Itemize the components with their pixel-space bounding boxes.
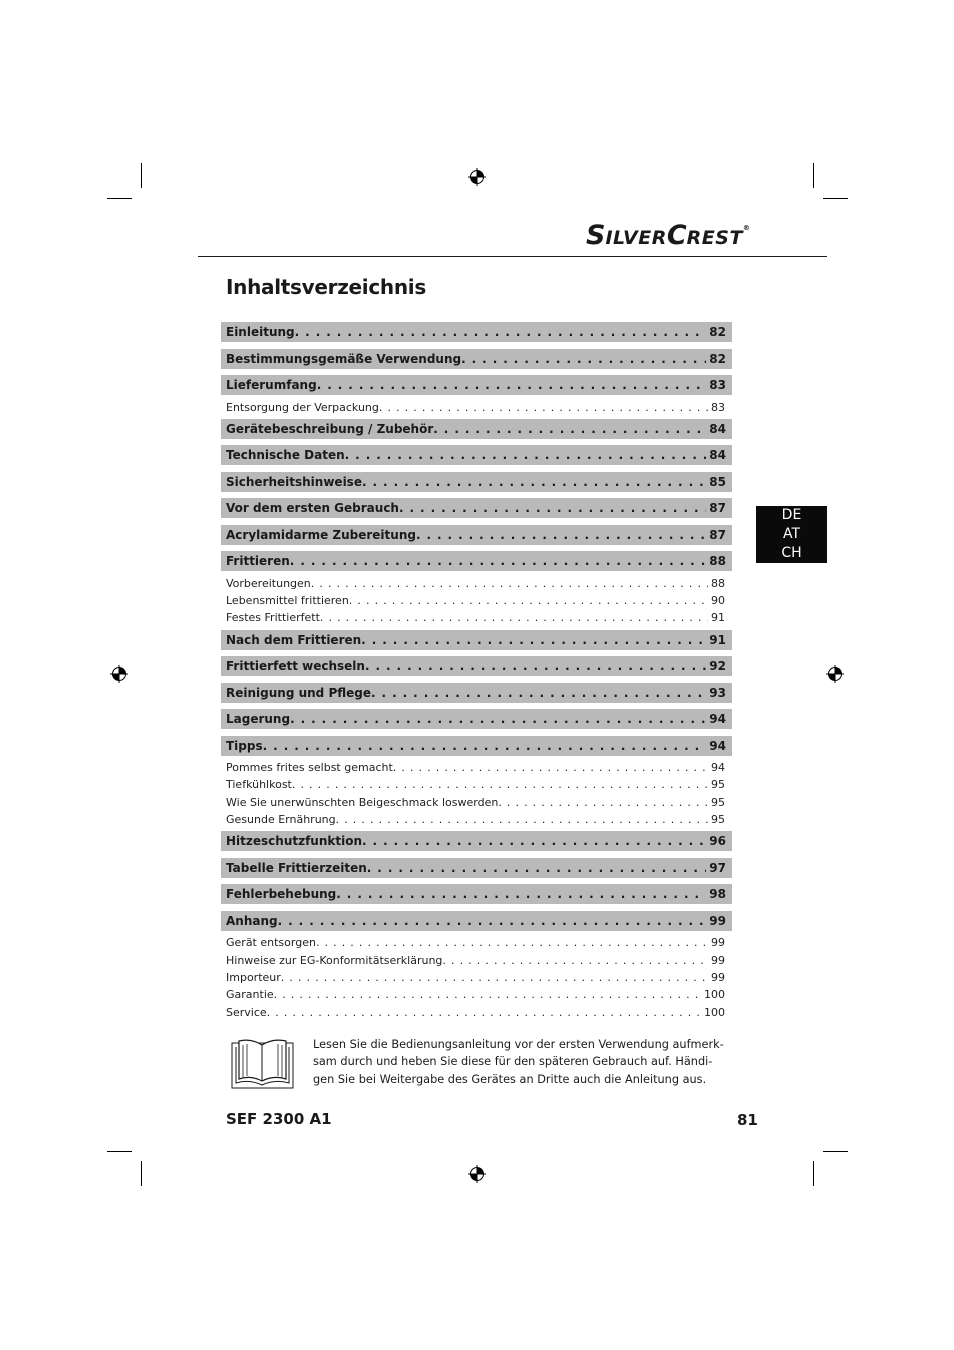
- toc-chapter[interactable]: [221, 630, 732, 650]
- toc-page-number: 98: [709, 887, 726, 902]
- language-tab: [756, 506, 827, 563]
- toc-chapter[interactable]: [221, 349, 732, 369]
- language-code: CH: [781, 545, 802, 561]
- toc-subsection-title: Importeur: [226, 970, 281, 984]
- registration-mark-icon: [826, 665, 844, 683]
- crop-mark: [813, 1161, 814, 1186]
- toc-chapter-title: Technische Daten: [226, 448, 345, 463]
- toc-leader-dots: [336, 811, 708, 828]
- toc-leader-dots: [349, 592, 708, 609]
- toc-subsection-title: Service: [226, 1005, 267, 1019]
- crop-mark: [823, 198, 848, 199]
- toc-chapter-title: Tabelle Frittierzeiten: [226, 860, 367, 875]
- toc-subsection[interactable]: [221, 986, 732, 1003]
- toc-page-number: 93: [709, 685, 726, 700]
- toc-page-number: 90: [711, 594, 725, 608]
- toc-subsection-title: Hinweise zur EG-Konformitätserklärung: [226, 953, 443, 967]
- toc-chapter-title: Einleitung: [226, 325, 295, 339]
- toc-chapter[interactable]: [221, 525, 732, 545]
- toc-subsection[interactable]: [221, 952, 732, 969]
- toc-chapter-title: Frittieren: [226, 554, 290, 569]
- toc-subsection-group: [221, 934, 732, 1020]
- toc-leader-dots: [290, 709, 706, 729]
- toc-chapter[interactable]: [221, 709, 732, 729]
- toc-chapter-title: Hitzeschutzfunktion: [226, 834, 363, 849]
- toc-chapter-title: Fehlerbehebung: [226, 887, 337, 902]
- note-line: gen Sie bei Weitergabe des Gerätes an Dritte auch die Anleitung aus.: [313, 1072, 707, 1086]
- toc-subsection[interactable]: [221, 794, 732, 811]
- toc-chapter[interactable]: [221, 498, 732, 518]
- toc-leader-dots: [278, 911, 707, 931]
- toc-chapter-title: Anhang: [226, 913, 278, 928]
- toc-leader-dots: [295, 322, 707, 342]
- toc-chapter-title: Reinigung und Pflege: [226, 685, 372, 700]
- instruction-note: [313, 1036, 724, 1088]
- toc-chapter-title: Sicherheitshinweise: [226, 474, 362, 489]
- toc-subsection-title: Garantie: [226, 988, 274, 1002]
- toc-leader-dots: [393, 759, 708, 776]
- toc-subsection[interactable]: [221, 592, 732, 609]
- note-line: Lesen Sie die Bedienungsanleitung vor der ersten Verwendung aufmerk-: [313, 1038, 724, 1051]
- toc-leader-dots: [399, 498, 706, 518]
- toc-chapter-title: Lieferumfang: [226, 378, 317, 392]
- toc-page-number: 99: [711, 936, 725, 950]
- header-rule: [198, 256, 827, 257]
- toc-chapter-title: Bestimmungsgemäße Verwendung: [226, 351, 462, 366]
- toc-leader-dots: [433, 419, 706, 439]
- toc-leader-dots: [361, 630, 706, 650]
- brand-letter: C: [666, 220, 687, 251]
- brand-logo: [586, 221, 756, 251]
- toc-page-number: 94: [709, 712, 726, 727]
- crop-mark: [141, 163, 142, 188]
- toc-subsection[interactable]: [221, 1004, 732, 1021]
- toc-subsection-title: Entsorgung der Verpackung: [226, 400, 379, 414]
- open-book-icon: [231, 1037, 294, 1089]
- toc-subsection-title: Pommes frites selbst gemacht: [226, 761, 393, 775]
- toc-subsection-title: Festes Frittierfett: [226, 611, 320, 625]
- toc-leader-dots: [362, 831, 706, 851]
- toc-subsection-title: Gesunde Ernährung: [226, 813, 336, 827]
- toc-leader-dots: [336, 884, 706, 904]
- toc-chapter[interactable]: [221, 322, 732, 342]
- toc-page-number: 94: [709, 738, 726, 753]
- toc-page-number: 96: [709, 834, 726, 849]
- toc-page-number: 88: [711, 576, 725, 590]
- toc-page-number: 99: [709, 913, 726, 928]
- toc-chapter[interactable]: [221, 419, 732, 439]
- toc-page-number: 83: [709, 378, 726, 392]
- toc-leader-dots: [292, 776, 708, 793]
- toc-subsection[interactable]: [221, 399, 732, 416]
- toc-leader-dots: [316, 934, 708, 951]
- toc-leader-dots: [416, 525, 706, 545]
- toc-leader-dots: [442, 952, 708, 969]
- crop-mark: [813, 163, 814, 188]
- toc-leader-dots: [498, 794, 708, 811]
- toc-subsection[interactable]: [221, 776, 732, 793]
- toc-leader-dots: [311, 575, 708, 592]
- toc-page-number: 95: [711, 795, 725, 809]
- toc-page-number: 100: [704, 988, 725, 1002]
- toc-chapter[interactable]: [221, 445, 732, 465]
- toc-subsection-title: Tiefkühlkost: [226, 778, 292, 792]
- toc-page-number: 91: [711, 611, 725, 625]
- toc-page-number: 95: [711, 813, 725, 827]
- registration-mark-icon: [468, 168, 486, 186]
- toc-leader-dots: [365, 656, 706, 676]
- toc-leader-dots: [362, 472, 706, 492]
- toc-chapter-title: Acrylamidarme Zubereitung: [226, 527, 416, 542]
- toc-leader-dots: [317, 375, 707, 395]
- toc-page-number: 99: [711, 970, 725, 984]
- toc-chapter[interactable]: [221, 911, 732, 931]
- toc-subsection-group: [221, 759, 732, 828]
- toc-chapter[interactable]: [221, 736, 732, 756]
- toc-leader-dots: [263, 736, 707, 756]
- toc-page-number: 85: [709, 474, 726, 489]
- table-of-contents: [221, 322, 732, 1024]
- toc-chapter[interactable]: [221, 551, 732, 571]
- crop-mark: [823, 1151, 848, 1152]
- crop-mark: [107, 198, 132, 199]
- toc-chapter[interactable]: [221, 831, 732, 851]
- toc-chapter-title: Frittierfett wechseln: [226, 659, 365, 674]
- toc-page-number: 94: [711, 761, 725, 775]
- toc-subsection[interactable]: [221, 759, 732, 776]
- language-code: AT: [782, 526, 801, 542]
- toc-chapter[interactable]: [221, 858, 732, 878]
- toc-page-number: 100: [704, 1005, 725, 1019]
- toc-leader-dots: [367, 858, 707, 878]
- toc-page-number: 84: [709, 448, 726, 463]
- toc-page-number: 99: [711, 953, 725, 967]
- toc-chapter[interactable]: [221, 884, 732, 904]
- toc-leader-dots: [320, 609, 708, 626]
- toc-subsection-title: Lebensmittel frittieren: [226, 594, 349, 608]
- toc-page-number: 84: [709, 421, 726, 436]
- toc-subsection[interactable]: [221, 934, 732, 951]
- page-number: 81: [737, 1111, 758, 1129]
- toc-leader-dots: [290, 551, 707, 571]
- toc-subsection-title: Wie Sie unerwünschten Beigeschmack loswerden: [226, 795, 499, 809]
- toc-subsection-group: [221, 575, 732, 627]
- toc-chapter-title: Gerätebeschreibung / Zubehör: [226, 421, 434, 436]
- toc-leader-dots: [274, 986, 701, 1003]
- toc-leader-dots: [345, 445, 707, 465]
- toc-chapter-title: Vor dem ersten Gebrauch: [226, 501, 399, 516]
- toc-leader-dots: [281, 969, 708, 986]
- toc-page-number: 82: [709, 325, 726, 339]
- toc-chapter[interactable]: [221, 656, 732, 676]
- toc-leader-dots: [371, 683, 706, 703]
- toc-subsection-title: Gerät entsorgen: [226, 936, 316, 950]
- toc-page-number: 97: [709, 860, 726, 875]
- toc-chapter[interactable]: [221, 375, 732, 395]
- crop-mark: [141, 1161, 142, 1186]
- toc-leader-dots: [461, 349, 706, 369]
- toc-page-number: 88: [709, 554, 726, 569]
- toc-subsection-title: Vorbereitungen: [226, 576, 311, 590]
- toc-page-number: 92: [709, 659, 726, 674]
- toc-leader-dots: [379, 399, 708, 416]
- toc-subsection[interactable]: [221, 969, 732, 986]
- toc-subsection[interactable]: [221, 609, 732, 626]
- toc-chapter[interactable]: [221, 472, 732, 492]
- toc-subsection[interactable]: [221, 811, 732, 828]
- brand-letters: REST: [686, 227, 743, 249]
- toc-page-number: 87: [709, 527, 726, 542]
- page-title: Inhaltsverzeichnis: [226, 275, 426, 299]
- toc-page-number: 83: [711, 400, 725, 414]
- note-line: sam durch und heben Sie diese für den späteren Gebrauch auf. Händi-: [313, 1055, 713, 1069]
- toc-page-number: 82: [709, 351, 726, 366]
- toc-leader-dots: [267, 1004, 701, 1021]
- toc-page-number: 87: [709, 501, 726, 516]
- toc-page-number: 91: [709, 632, 726, 647]
- model-number: SEF 2300 A1: [226, 1110, 332, 1128]
- brand-letters: ILVER: [605, 227, 667, 249]
- registered-mark: ®: [742, 224, 750, 232]
- toc-chapter[interactable]: [221, 683, 732, 703]
- registration-mark-icon: [468, 1165, 486, 1183]
- toc-subsection[interactable]: [221, 575, 732, 592]
- toc-page-number: 95: [711, 778, 725, 792]
- toc-chapter-title: Lagerung: [226, 712, 291, 727]
- crop-mark: [107, 1151, 132, 1152]
- toc-chapter-title: Nach dem Frittieren: [226, 632, 362, 647]
- toc-chapter-title: Tipps: [226, 738, 263, 753]
- language-code: DE: [781, 507, 802, 523]
- toc-subsection-group: [221, 399, 732, 416]
- registration-mark-icon: [110, 665, 128, 683]
- brand-letter: S: [586, 220, 606, 251]
